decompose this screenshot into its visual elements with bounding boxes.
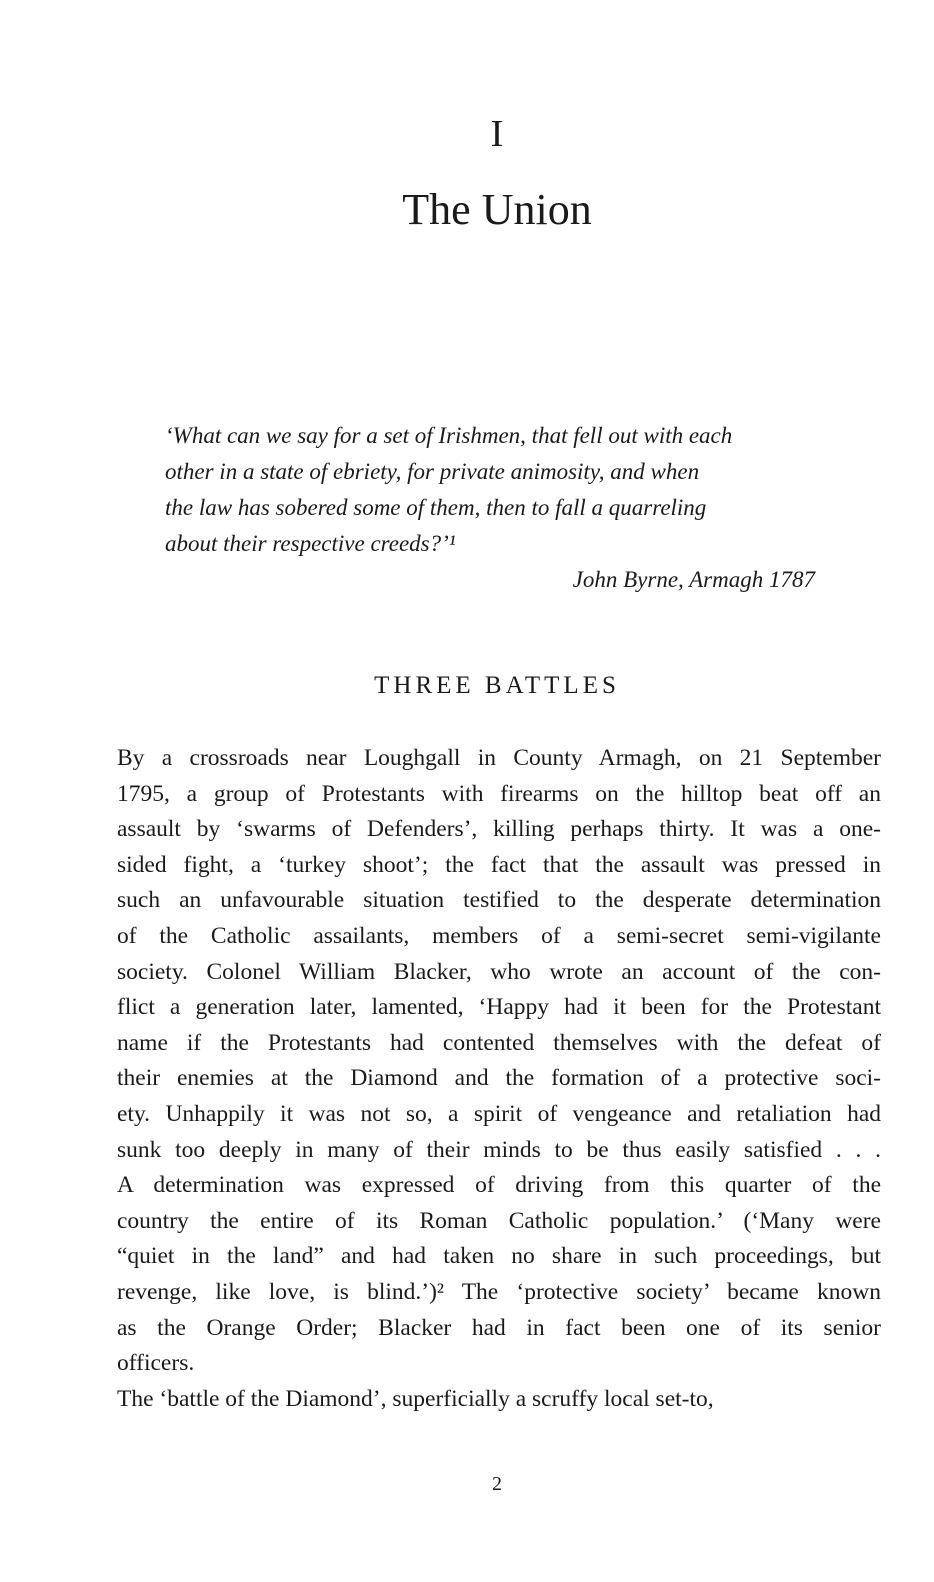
- body-line: revenge, like love, is blind.’)² The ‘protective society’ became known: [117, 1278, 881, 1305]
- body-line: country the entire of its Roman Catholic population.’ (‘Many were: [117, 1207, 881, 1234]
- body-line: “quiet in the land” and had taken no share in such proceedings, but: [117, 1243, 881, 1270]
- body-line: of the Catholic assailants, members of a semi-secret semi-vigilante: [117, 922, 881, 949]
- epigraph-quote: [165, 418, 815, 562]
- body-line: their enemies at the Diamond and the formation of a protective soci-: [117, 1065, 881, 1092]
- body-line: sunk too deeply in many of their minds to be thus easily satisfied . . .: [117, 1136, 881, 1163]
- body-line: such an unfavourable situation testified to the desperate determination: [117, 887, 881, 914]
- body-line: 1795, a group of Protestants with firearms on the hilltop beat off an: [117, 780, 881, 807]
- chapter-number: I: [490, 113, 504, 155]
- body-line: assault by ‘swarms of Defenders’, killing perhaps thirty. It was a one-: [117, 816, 881, 843]
- body-line: By a crossroads near Loughgall in County Armagh, on 21 September: [117, 745, 881, 771]
- body-text: [117, 741, 881, 1417]
- body-line: The ‘battle of the Diamond’, superficially a scruffy local set-to,: [117, 1385, 714, 1412]
- body-line: name if the Protestants had contented themselves with the defeat of: [117, 1029, 881, 1056]
- page-number: 2: [492, 1473, 502, 1495]
- body-line: society. Colonel William Blacker, who wrote an account of the con-: [117, 958, 881, 985]
- body-line: officers.: [117, 1350, 195, 1377]
- body-line: as the Orange Order; Blacker had in fact been one of its senior: [117, 1314, 881, 1341]
- body-line: A determination was expressed of driving from this quarter of the: [117, 1172, 881, 1199]
- section-heading: THREE BATTLES: [374, 672, 620, 699]
- body-line: sided fight, a ‘turkey shoot’; the fact that the assault was pressed in: [117, 851, 881, 878]
- body-line: flict a generation later, lamented, ‘Happy had it been for the Protestant: [117, 994, 881, 1021]
- chapter-title: The Union: [402, 185, 592, 234]
- epigraph-line: about their respective creeds?’¹: [165, 531, 456, 556]
- epigraph-attribution: John Byrne, Armagh 1787: [572, 567, 815, 592]
- body-line: ety. Unhappily it was not so, a spirit of vengeance and retaliation had: [117, 1100, 881, 1127]
- epigraph-line: ‘What can we say for a set of Irishmen, that fell out with each: [165, 423, 733, 448]
- epigraph-line: the law has sobered some of them, then to fall a quarreling: [165, 495, 707, 520]
- epigraph-line: other in a state of ebriety, for private animosity, and when: [165, 459, 700, 484]
